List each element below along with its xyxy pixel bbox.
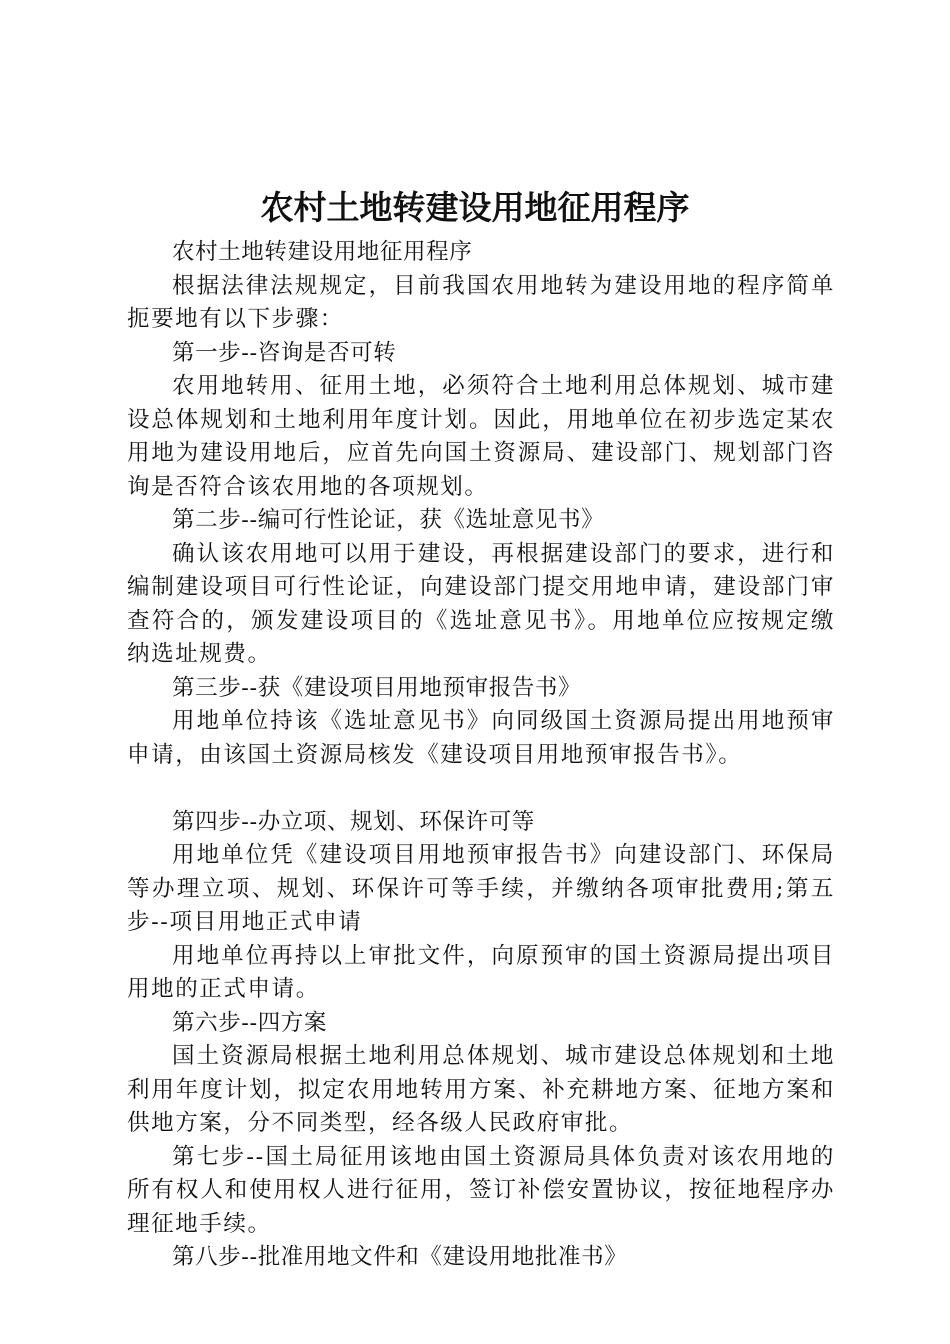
document-subtitle: 农村土地转建设用地征用程序 — [172, 239, 473, 265]
step-2-text: 确认该农用地可以用于建设，再根据建设部门的要求，进行和编制建设项目可行性论证，向建设部门提交用地申请，建设部门审查符合的，颁发建设项目的《选址意见书》。用地单位应按规定缴纳选址规费。 — [127, 540, 835, 667]
blank-line — [127, 772, 835, 806]
intro-paragraph: 根据法律法规规定，目前我国农用地转为建设用地的程序简单扼要地有以下步骤： — [127, 272, 835, 332]
step-6-heading: 第六步--四方案 — [172, 1009, 328, 1036]
document-title: 农村土地转建设用地征用程序 — [260, 188, 690, 227]
step-1-heading: 第一步--咨询是否可转 — [172, 339, 397, 366]
step-7-text: 第七步--国土局征用该地由国土资源局具体负责对该农用地的所有权人和使用权人进行征用，签订补偿安置协议，按征地程序办理征地手续。 — [127, 1143, 835, 1237]
step-5-text: 用地单位再持以上审批文件，向原预审的国土资源局提出项目用地的正式申请。 — [127, 942, 835, 1002]
document-body — [127, 236, 835, 1275]
step-3-heading: 第三步--获《建设项目用地预审报告书》 — [172, 674, 582, 701]
step-4-text: 用地单位凭《建设项目用地预审报告书》向建设部门、环保局等办理立项、规划、环保许可等手续，并缴纳各项审批费用;第五步--项目用地正式申请 — [127, 842, 835, 935]
step-1-text: 农用地转用、征用土地，必须符合土地利用总体规划、城市建设总体规划和土地利用年度计划。因此，用地单位在初步选定某农用地为建设用地后，应首先向国土资源局、建设部门、规划部门咨询是否符合该农用地的各项规划。 — [127, 373, 835, 500]
step-2-heading: 第二步--编可行性论证，获《选址意见书》 — [172, 507, 605, 533]
step-4-heading: 第四步--办立项、规划、环保许可等 — [172, 808, 535, 835]
step-6-text: 国土资源局根据土地利用总体规划、城市建设总体规划和土地利用年度计划，拟定农用地转用方案、补充耕地方案、征地方案和供地方案，分不同类型，经各级人民政府审批。 — [127, 1043, 835, 1136]
step-8-heading: 第八步--批准用地文件和《建设用地批准书》 — [172, 1244, 628, 1270]
step-3-text: 用地单位持该《选址意见书》向同级国土资源局提出用地预审申请，由该国土资源局核发《建设项目用地预审报告书》。 — [127, 708, 835, 768]
